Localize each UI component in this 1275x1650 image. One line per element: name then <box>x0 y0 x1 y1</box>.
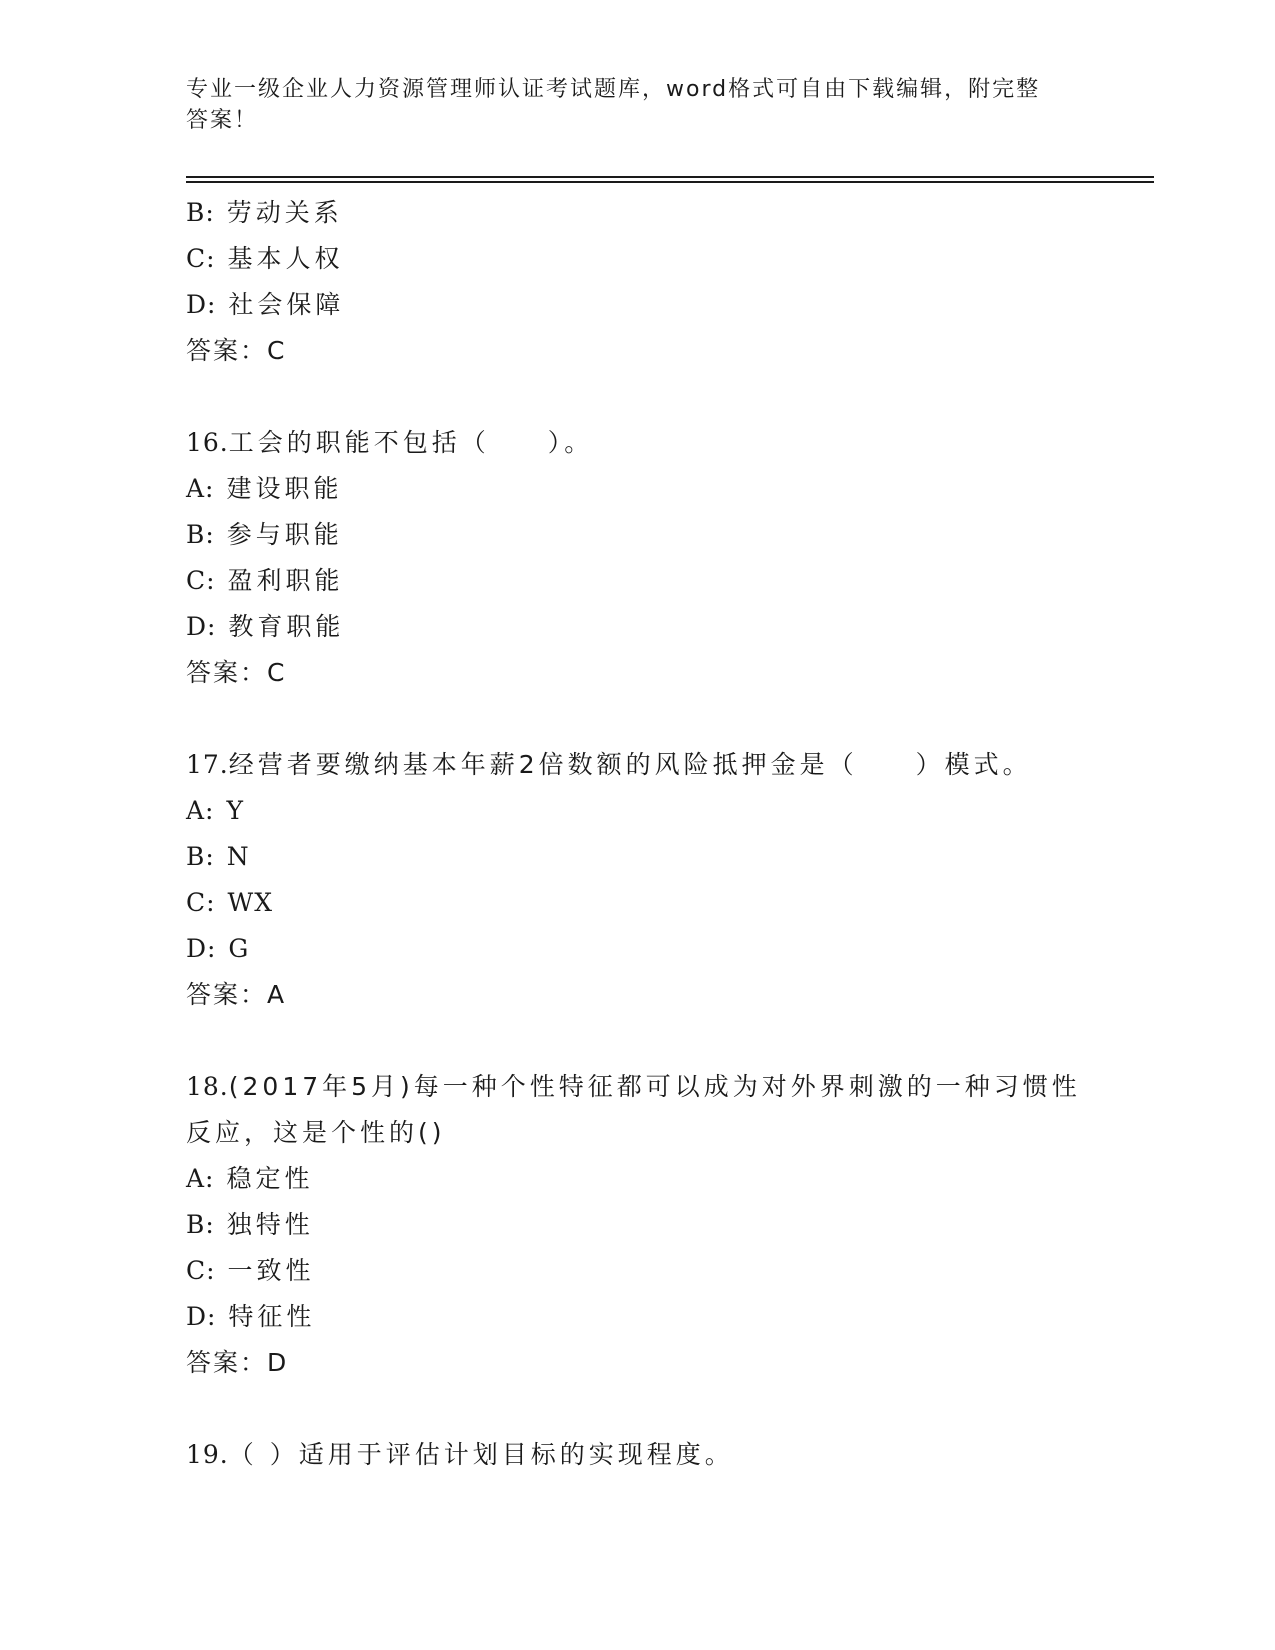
answer-line <box>186 328 1146 374</box>
question-number: 18. <box>186 1072 229 1101</box>
option-letter: B: <box>186 520 215 549</box>
option-c <box>186 558 1146 604</box>
answer-value: C <box>267 658 287 687</box>
option-letter: B: <box>186 842 215 871</box>
answer-line <box>186 650 1146 696</box>
answer-line <box>186 1340 1146 1386</box>
spacer <box>186 374 1146 420</box>
spacer <box>186 696 1146 742</box>
question-number: 19. <box>186 1440 229 1469</box>
answer-label: 答案： <box>186 336 268 365</box>
header-line-2: 答案！ <box>186 108 259 133</box>
answer-label: 答案： <box>186 658 268 687</box>
option-text: G <box>228 934 250 963</box>
option-letter: C: <box>186 1256 216 1285</box>
option-letter: D: <box>186 290 217 319</box>
question-number: 17. <box>186 750 229 779</box>
spacer <box>186 1018 1146 1064</box>
option-text: 盈利职能 <box>227 566 344 595</box>
page-header <box>186 74 1086 136</box>
answer-value: C <box>267 336 287 365</box>
option-b <box>186 1202 1146 1248</box>
option-d <box>186 926 1146 972</box>
option-letter: C: <box>186 566 216 595</box>
option-c <box>186 880 1146 926</box>
prev-question-block <box>186 190 1146 374</box>
header-rule-bottom <box>186 181 1154 183</box>
option-text: 劳动关系 <box>226 198 343 227</box>
option-c <box>186 236 1146 282</box>
question-stem: （ ）适用于评估计划目标的实现程度。 <box>228 1440 734 1469</box>
answer-value: A <box>267 980 287 1009</box>
answer-value: D <box>267 1348 289 1377</box>
option-letter: D: <box>186 612 217 641</box>
option-text: 参与职能 <box>226 520 343 549</box>
option-text: 教育职能 <box>228 612 345 641</box>
header-line-1: 专业一级企业人力资源管理师认证考试题库，word格式可自由下载编辑，附完整 <box>186 77 1041 102</box>
question-17 <box>186 742 1146 1018</box>
option-a <box>186 1156 1146 1202</box>
question-list <box>186 190 1146 1478</box>
question-stem: (2017年5月)每一种个性特征都可以成为对外界刺激的一种习惯性反应，这是个性的() <box>186 1072 1081 1147</box>
answer-label: 答案： <box>186 980 268 1009</box>
option-text: N <box>226 842 250 871</box>
option-text: 稳定性 <box>226 1164 314 1193</box>
option-letter: D: <box>186 1302 217 1331</box>
option-d <box>186 282 1146 328</box>
option-b <box>186 190 1146 236</box>
option-d <box>186 1294 1146 1340</box>
question-text <box>186 420 1086 466</box>
header-rule-top <box>186 176 1154 178</box>
option-letter: B: <box>186 198 215 227</box>
option-d <box>186 604 1146 650</box>
option-letter: D: <box>186 934 217 963</box>
option-letter: A: <box>186 796 215 825</box>
option-a <box>186 788 1146 834</box>
option-text: 社会保障 <box>228 290 345 319</box>
option-text: WX <box>227 888 274 917</box>
option-letter: A: <box>186 474 215 503</box>
option-letter: A: <box>186 1164 215 1193</box>
question-stem: 工会的职能不包括（ ）。 <box>228 428 594 457</box>
option-text: 建设职能 <box>226 474 343 503</box>
question-text <box>186 1064 1086 1156</box>
option-letter: C: <box>186 888 216 917</box>
option-letter: C: <box>186 244 216 273</box>
spacer <box>186 1386 1146 1432</box>
question-text <box>186 1432 1086 1478</box>
option-letter: B: <box>186 1210 215 1239</box>
question-stem: 经营者要缴纳基本年薪2倍数额的风险抵押金是（ ）模式。 <box>228 750 1032 779</box>
option-text: 独特性 <box>226 1210 314 1239</box>
option-text: Y <box>226 796 244 825</box>
option-a <box>186 466 1146 512</box>
option-b <box>186 512 1146 558</box>
option-b <box>186 834 1146 880</box>
option-c <box>186 1248 1146 1294</box>
option-text: 一致性 <box>227 1256 315 1285</box>
answer-label: 答案： <box>186 1348 268 1377</box>
question-number: 16. <box>186 428 229 457</box>
question-text <box>186 742 1086 788</box>
question-16 <box>186 420 1146 696</box>
question-18 <box>186 1064 1146 1386</box>
option-text: 特征性 <box>228 1302 316 1331</box>
question-19 <box>186 1432 1146 1478</box>
option-text: 基本人权 <box>227 244 344 273</box>
answer-line <box>186 972 1146 1018</box>
